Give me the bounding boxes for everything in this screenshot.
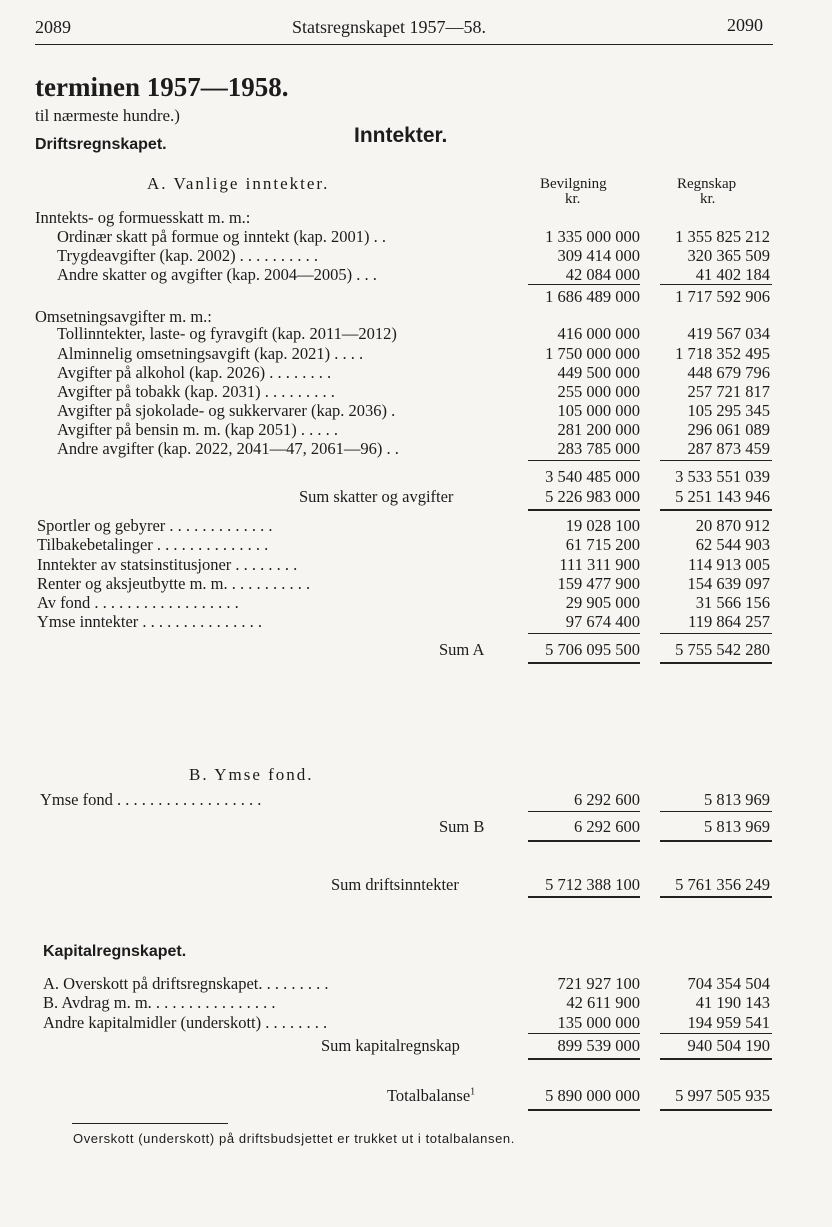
sum-skatter-row: Sum skatter og avgifter 5 226 983 000 5 251 143 946 [299,487,770,506]
page-number-left: 2089 [35,17,71,37]
sum-rule [528,840,640,842]
subtotal-row: 3 540 485 000 3 533 551 039 [545,467,770,486]
subtotal-rule [528,633,640,634]
table-row: Renter og aksjeutbytte m. m. . . . . . . . . . . 159 477 900 154 639 097 [37,574,770,593]
table-row: Ymse inntekter . . . . . . . . . . . . . . . 97 674 400 119 864 257 [37,612,770,631]
sum-rule [660,896,772,898]
sum-rule [660,840,772,842]
drift-heading: Driftsregnskapet. [35,136,167,153]
sum-rule [528,509,640,511]
subtotal-rule [660,633,772,634]
sum-rule [660,1058,772,1060]
table-row: Andre skatter og avgifter (kap. 2004—2005) . . . 42 084 000 41 402 184 [57,265,770,284]
group2-title: Omsetningsavgifter m. m.: [35,307,212,326]
table-row: Inntekter av statsinstitusjoner . . . . . . . . 111 311 900 114 913 005 [37,555,770,574]
table-row: B. Avdrag m. m. . . . . . . . . . . . . . . . 42 611 900 41 190 143 [43,993,770,1012]
subtotal-rule [528,811,640,812]
table-row: Alminnelig omsetningsavgift (kap. 2021) . . . . 1 750 000 000 1 718 352 495 [57,344,770,363]
table-row: Sportler og gebyrer . . . . . . . . . . . . . 19 028 100 20 870 912 [37,516,770,535]
footnote: Overskott (underskott) på driftsbudsjettet er trukket ut i totalbalansen. [73,1131,515,1146]
table-row: Tilbakebetalinger . . . . . . . . . . . . . . 61 715 200 62 544 903 [37,535,770,554]
table-row: A. Overskott på driftsregnskapet. . . . . . . . . 721 927 100 704 354 504 [43,974,770,993]
rounding-note: til nærmeste hundre.) [35,106,180,125]
group1-title: Inntekts- og formuesskatt m. m.: [35,208,251,227]
subtotal-rule [660,284,772,285]
table-row: Tollinntekter, laste- og fyravgift (kap. 2011—2012) 416 000 000 419 567 034 [57,324,770,343]
subtotal-rule [528,284,640,285]
table-row: Ordinær skatt på formue og inntekt (kap. 2001) . . 1 335 000 000 1 355 825 212 [57,227,770,246]
kapital-heading: Kapitalregnskapet. [43,943,187,960]
col-header-regnskap: Regnskap [677,176,737,192]
table-row: Trygdeavgifter (kap. 2002) . . . . . . . . . . 309 414 000 320 365 509 [57,246,770,265]
table-row: Andre kapitalmidler (underskott) . . . . . . . . 135 000 000 194 959 541 [43,1013,770,1032]
section-a-title: A. Vanlige inntekter. [147,174,330,193]
sum-rule [660,509,772,511]
inntekter-heading: Inntekter. [354,124,448,147]
subtotal-row: 1 686 489 000 1 717 592 906 [545,287,770,306]
subtotal-rule [660,1033,772,1034]
total-row: Totalbalanse$^1$ 5 890 000 000 5 997 505 935 [387,1086,770,1105]
col-header-bevilgning: Bevilgning [540,176,607,192]
sum-rule [528,896,640,898]
table-row: Andre avgifter (kap. 2022, 2041—47, 2061—96) . . 283 785 000 287 873 459 [57,439,770,458]
sum-drift-row: Sum driftsinntekter 5 712 388 100 5 761 356 249 [331,875,770,894]
table-row: Av fond . . . . . . . . . . . . . . . . . . 29 905 000 31 566 156 [37,593,770,612]
table-row: Avgifter på sjokolade- og sukkervarer (kap. 2036) . 105 000 000 105 295 345 [57,401,770,420]
sum-rule [660,662,772,664]
sum-rule [528,1109,640,1111]
subtotal-rule [528,460,640,461]
table-row: Ymse fond . . . . . . . . . . . . . . . . . . 6 292 600 5 813 969 [40,790,770,809]
sum-rule [528,662,640,664]
footnote-rule [72,1123,228,1124]
page-number-right: 2090 [727,15,763,35]
sum-b-row: Sum B 6 292 600 5 813 969 [439,817,770,836]
sum-rule [660,1109,772,1111]
section-b-title: B. Ymse fond. [189,765,314,784]
subtotal-rule [528,1033,640,1034]
table-row: Avgifter på alkohol (kap. 2026) . . . . . . . . 449 500 000 448 679 796 [57,363,770,382]
table-row: Avgifter på tobakk (kap. 2031) . . . . . . . . . 255 000 000 257 721 817 [57,382,770,401]
subtotal-rule [660,811,772,812]
header-rule [35,44,773,45]
running-title: Statsregnskapet 1957—58. [292,17,486,37]
subtotal-rule [660,460,772,461]
term-heading: terminen 1957—1958. [35,72,289,102]
col-header-unit-1: kr. [565,191,581,207]
sum-a-row: Sum A 5 706 095 500 5 755 542 280 [439,640,770,659]
col-header-unit-2: kr. [700,191,716,207]
table-row: Avgifter på bensin m. m. (kap 2051) . . . . . 281 200 000 296 061 089 [57,420,770,439]
sum-kapital-row: Sum kapitalregnskap 899 539 000 940 504 190 [321,1036,770,1055]
sum-rule [528,1058,640,1060]
